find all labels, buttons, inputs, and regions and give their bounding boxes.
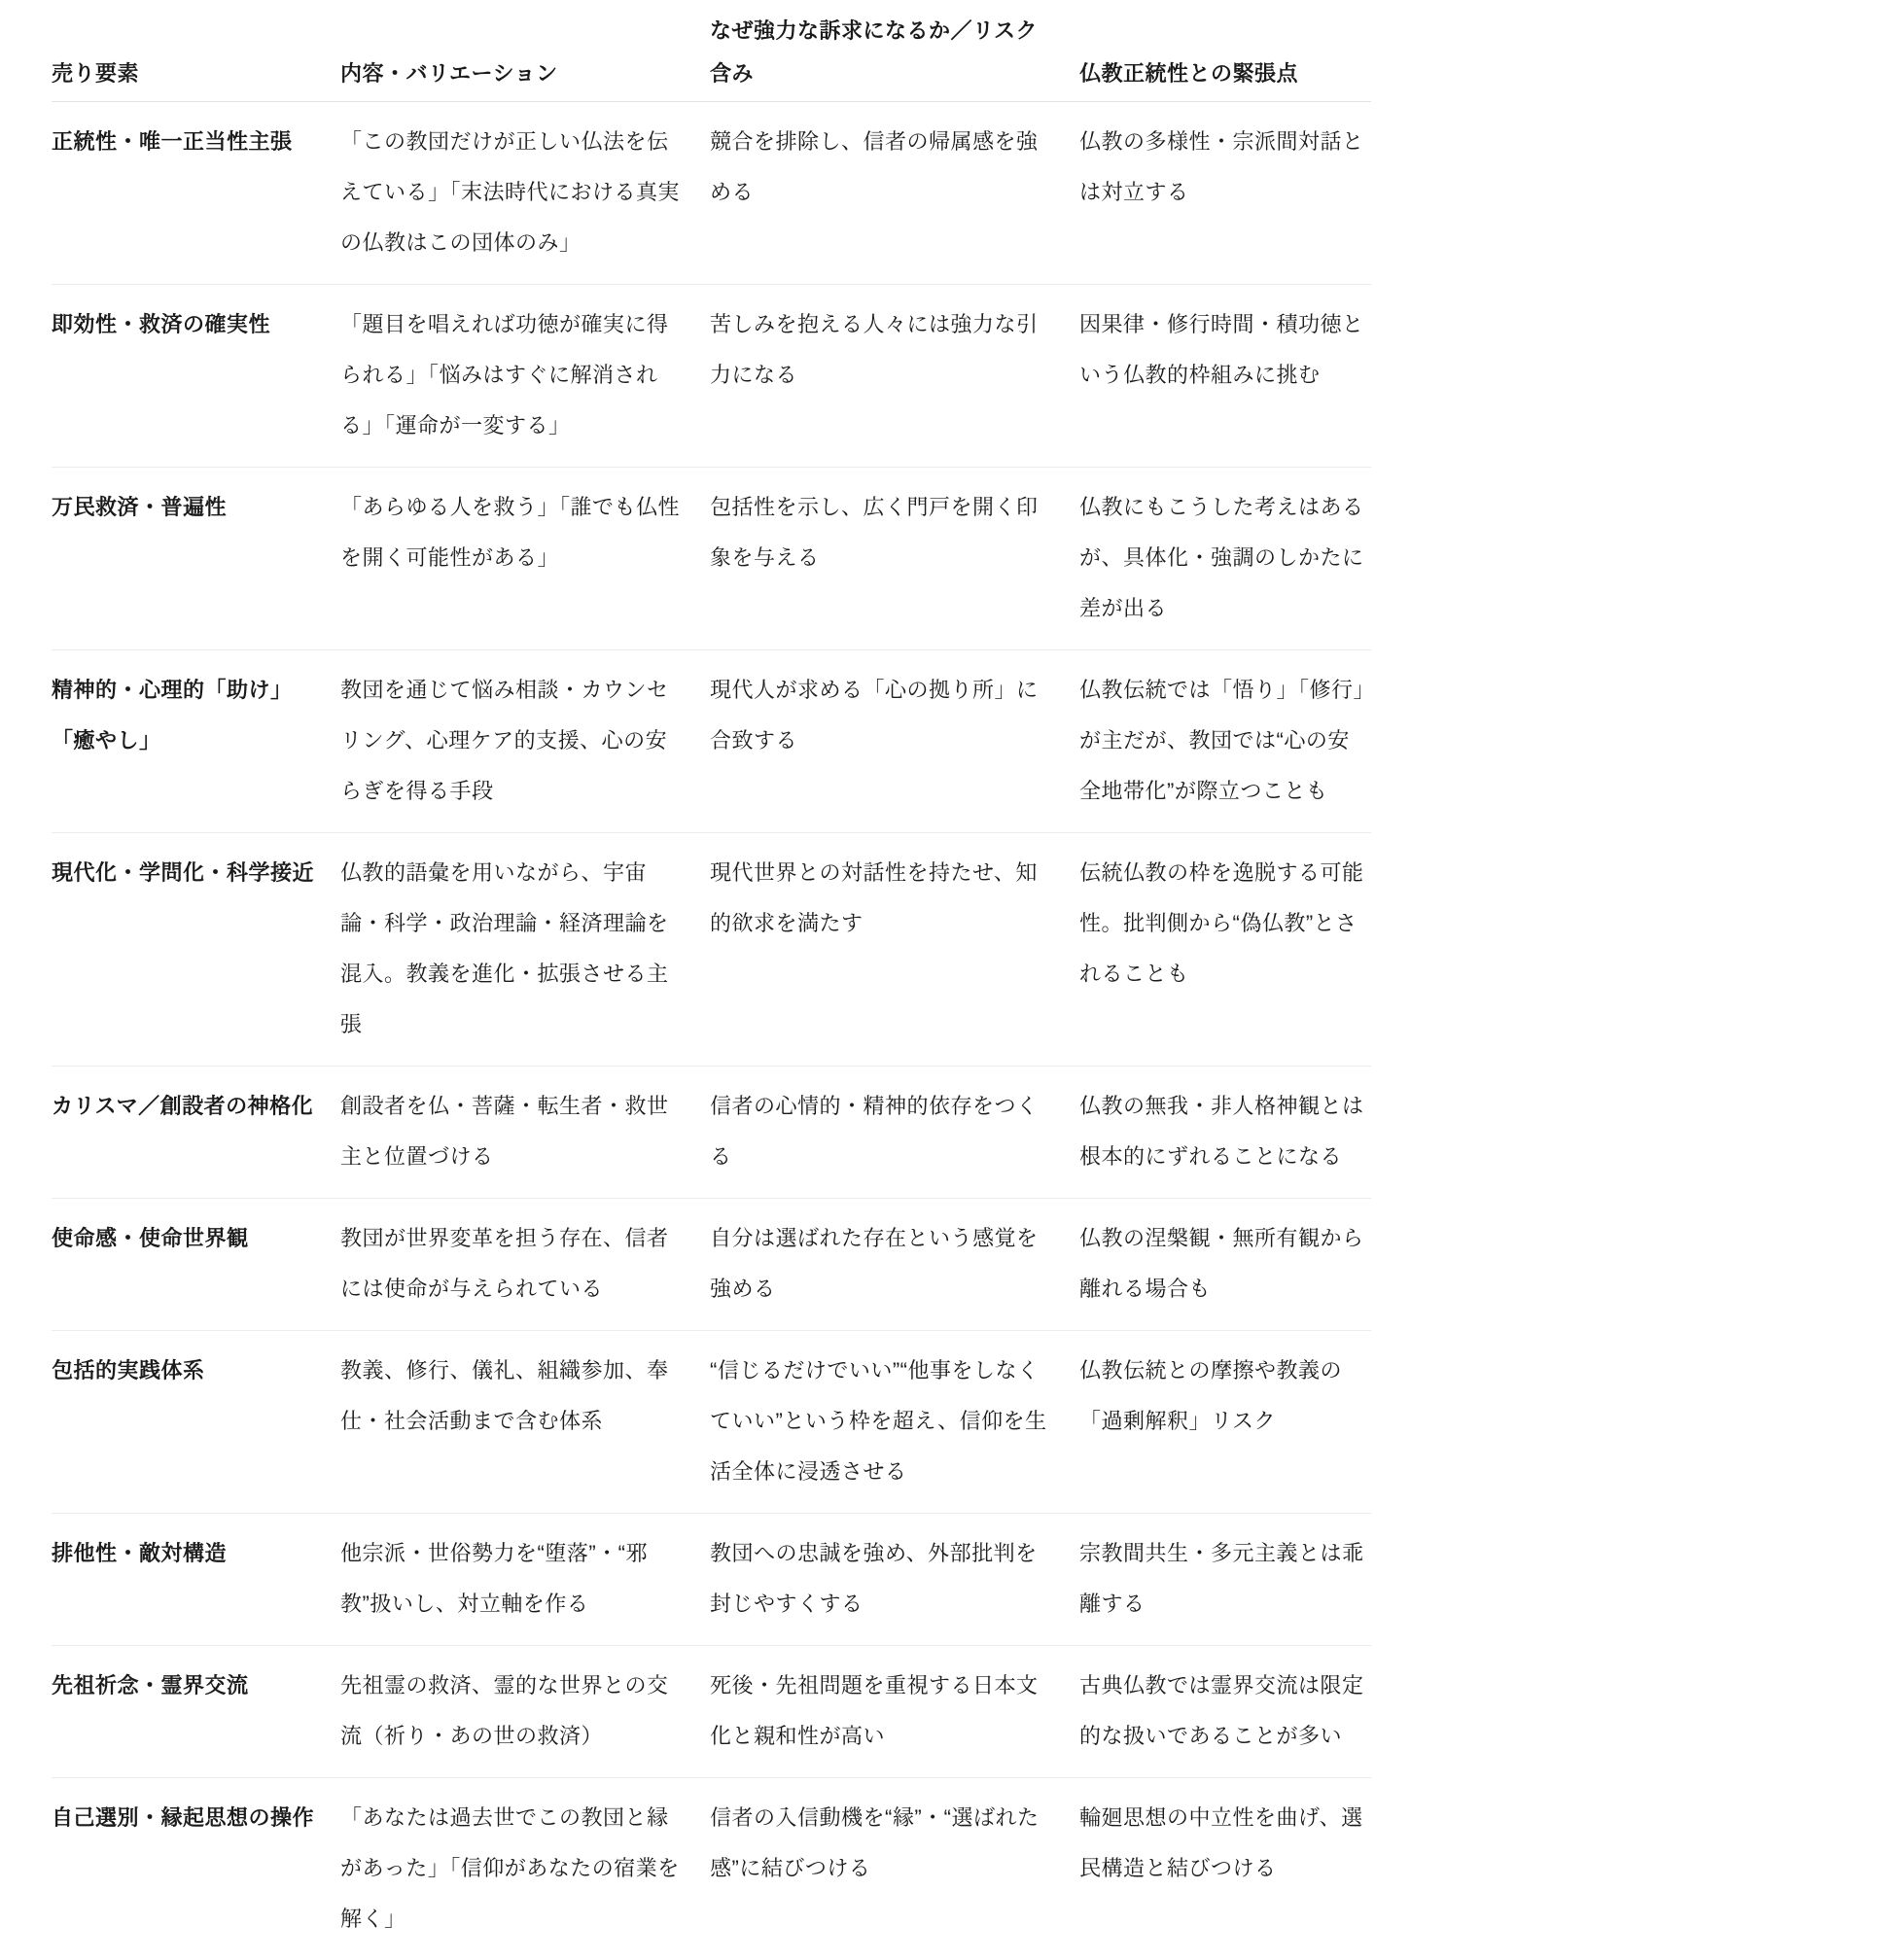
- row-tension-cell: 伝統仏教の枠を逸脱する可能性。批判側から“偽仏教”とされることも: [1079, 833, 1371, 1067]
- row-element-cell: 排他性・敵対構造: [52, 1514, 340, 1646]
- row-element-cell: 精神的・心理的「助け」「癒やし」: [52, 650, 340, 833]
- row-tension-cell: 因果律・修行時間・積功徳という仏教的枠組みに挑む: [1079, 285, 1371, 468]
- row-element-cell: カリスマ／創設者の神格化: [52, 1067, 340, 1199]
- row-tension-cell: 輪廻思想の中立性を曲げ、選民構造と結びつける: [1079, 1778, 1371, 1960]
- row-content-cell: 「あらゆる人を救う」「誰でも仏性を開く可能性がある」: [340, 468, 710, 650]
- row-content-cell: 教義、修行、儀礼、組織参加、奉仕・社会活動まで含む体系: [340, 1331, 710, 1514]
- table-row: [52, 1778, 1371, 1960]
- table-row: [52, 1331, 1371, 1514]
- table-row: [52, 1067, 1371, 1199]
- selling-points-table: [52, 8, 1371, 1960]
- row-tension-cell: 古典仏教では霊界交流は限定的な扱いであることが多い: [1079, 1646, 1371, 1778]
- table-row: [52, 1199, 1371, 1331]
- row-tension-cell: 仏教伝統では「悟り」「修行」が主だが、教団では“心の安全地帯化”が際立つことも: [1079, 650, 1371, 833]
- row-content-cell: 「題目を唱えれば功徳が確実に得られる」「悩みはすぐに解消される」「運命が一変する」: [340, 285, 710, 468]
- row-appeal-cell: 現代世界との対話性を持たせ、知的欲求を満たす: [710, 833, 1079, 1067]
- row-appeal-cell: 死後・先祖問題を重視する日本文化と親和性が高い: [710, 1646, 1079, 1778]
- row-appeal-cell: 競合を排除し、信者の帰属感を強める: [710, 102, 1079, 285]
- row-content-cell: 教団が世界変革を担う存在、信者には使命が与えられている: [340, 1199, 710, 1331]
- row-element-cell: 使命感・使命世界観: [52, 1199, 340, 1331]
- row-appeal-cell: 包括性を示し、広く門戸を開く印象を与える: [710, 468, 1079, 650]
- row-appeal-cell: 自分は選ばれた存在という感覚を強める: [710, 1199, 1079, 1331]
- table-row: [52, 650, 1371, 833]
- row-appeal-cell: 教団への忠誠を強め、外部批判を封じやすくする: [710, 1514, 1079, 1646]
- table-row: [52, 285, 1371, 468]
- row-element-cell: 自己選別・縁起思想の操作: [52, 1778, 340, 1960]
- row-appeal-cell: “信じるだけでいい”“他事をしなくていい”という枠を超え、信仰を生活全体に浸透させる: [710, 1331, 1079, 1514]
- column-header-appeal: なぜ強力な訴求になるか／リスク含み: [710, 8, 1079, 102]
- row-content-cell: 「あなたは過去世でこの教団と縁があった」「信仰があなたの宿業を解く」: [340, 1778, 710, 1960]
- row-element-cell: 先祖祈念・霊界交流: [52, 1646, 340, 1778]
- row-tension-cell: 仏教の無我・非人格神観とは根本的にずれることになる: [1079, 1067, 1371, 1199]
- row-content-cell: 創設者を仏・菩薩・転生者・救世主と位置づける: [340, 1067, 710, 1199]
- row-appeal-cell: 信者の心情的・精神的依存をつくる: [710, 1067, 1079, 1199]
- table-row: [52, 833, 1371, 1067]
- row-appeal-cell: 信者の入信動機を“縁”・“選ばれた感”に結びつける: [710, 1778, 1079, 1960]
- row-content-cell: 仏教的語彙を用いながら、宇宙論・科学・政治理論・経済理論を混入。教義を進化・拡張させる主張: [340, 833, 710, 1067]
- row-tension-cell: 仏教伝統との摩擦や教義の「過剰解釈」リスク: [1079, 1331, 1371, 1514]
- table-row: [52, 468, 1371, 650]
- row-element-cell: 万民救済・普遍性: [52, 468, 340, 650]
- row-element-cell: 包括的実践体系: [52, 1331, 340, 1514]
- column-header-element: 売り要素: [52, 8, 340, 102]
- header-row: [52, 8, 1371, 102]
- row-content-cell: 教団を通じて悩み相談・カウンセリング、心理ケア的支援、心の安らぎを得る手段: [340, 650, 710, 833]
- row-tension-cell: 仏教の涅槃観・無所有観から離れる場合も: [1079, 1199, 1371, 1331]
- row-element-cell: 即効性・救済の確実性: [52, 285, 340, 468]
- row-tension-cell: 仏教にもこうした考えはあるが、具体化・強調のしかたに差が出る: [1079, 468, 1371, 650]
- row-tension-cell: 仏教の多様性・宗派間対話とは対立する: [1079, 102, 1371, 285]
- table-row: [52, 1646, 1371, 1778]
- table-row: [52, 102, 1371, 285]
- table-row: [52, 1514, 1371, 1646]
- row-element-cell: 正統性・唯一正当性主張: [52, 102, 340, 285]
- row-tension-cell: 宗教間共生・多元主義とは乖離する: [1079, 1514, 1371, 1646]
- row-content-cell: 先祖霊の救済、霊的な世界との交流（祈り・あの世の救済）: [340, 1646, 710, 1778]
- row-appeal-cell: 現代人が求める「心の拠り所」に合致する: [710, 650, 1079, 833]
- column-header-content: 内容・バリエーション: [340, 8, 710, 102]
- row-element-cell: 現代化・学問化・科学接近: [52, 833, 340, 1067]
- column-header-tension: 仏教正統性との緊張点: [1079, 8, 1371, 102]
- row-content-cell: 他宗派・世俗勢力を“堕落”・“邪教”扱いし、対立軸を作る: [340, 1514, 710, 1646]
- row-appeal-cell: 苦しみを抱える人々には強力な引力になる: [710, 285, 1079, 468]
- row-content-cell: 「この教団だけが正しい仏法を伝えている」「末法時代における真実の仏教はこの団体のみ」: [340, 102, 710, 285]
